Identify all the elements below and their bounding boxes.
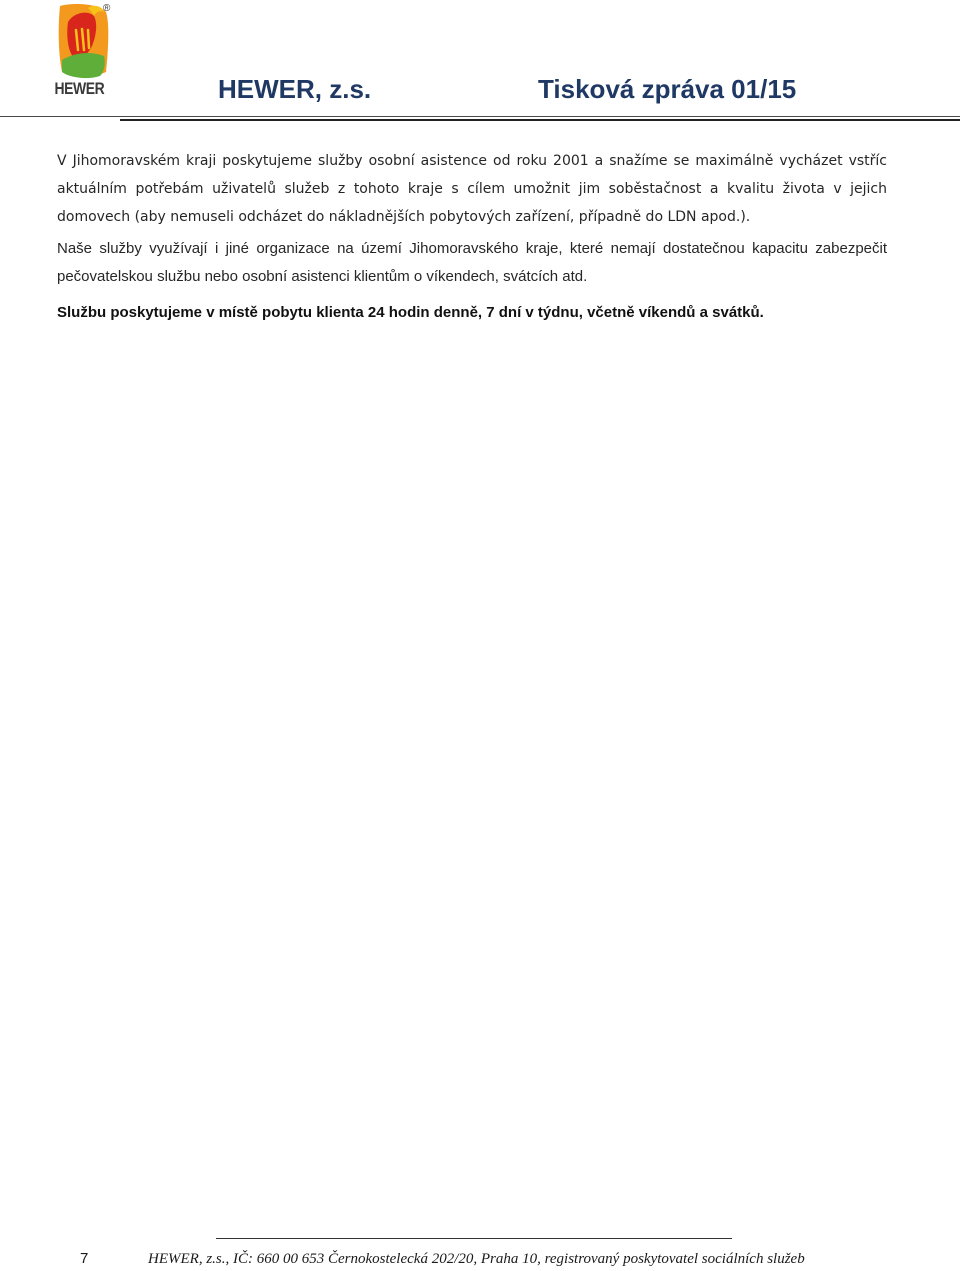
header-organization: HEWER, z.s. [218, 74, 372, 104]
header-divider-thin [0, 116, 960, 117]
body-paragraph-2: Naše služby využívají i jiné organizace na území Jihomoravského kraje, které nemají dostatečnou kapacitu zabezpečit pečovatelskou službu nebo osobní asistenci klientům o víkendech, svátcích atd. [57, 240, 887, 285]
header-title: Tisková zpráva 01/15 [538, 74, 797, 104]
footer-divider [216, 1238, 732, 1239]
registered-mark: ® [103, 3, 111, 14]
logo-wordmark: HEWER [54, 79, 105, 98]
footer-text: HEWER, z.s., IČ: 660 00 653 Černokostelecká 202/20, Praha 10, registrovaný poskytovatel sociálních služeb [148, 1251, 805, 1267]
body-emphasis: Službu poskytujeme v místě pobytu klienta 24 hodin denně, 7 dní v týdnu, včetně víkendů a svátků. [57, 304, 764, 321]
hewer-logo [54, 2, 116, 102]
page-footer [80, 1250, 805, 1268]
document-body [57, 147, 887, 335]
header-divider-thick [120, 119, 960, 121]
body-paragraph-1: V Jihomoravském kraji poskytujeme služby osobní asistence od roku 2001 a snažíme se maximálně vycházet vstříc aktuálním potřebám uživatelů služeb z tohoto kraje s cílem umožnit jim soběstačnost a kvalitu života v jejich domovech (aby nemuseli odcházet do nákladnějších pobytových zařízení, případně do LDN apod.). [57, 153, 887, 225]
hewer-logo-icon [54, 2, 116, 82]
page-number: 7 [80, 1250, 89, 1267]
